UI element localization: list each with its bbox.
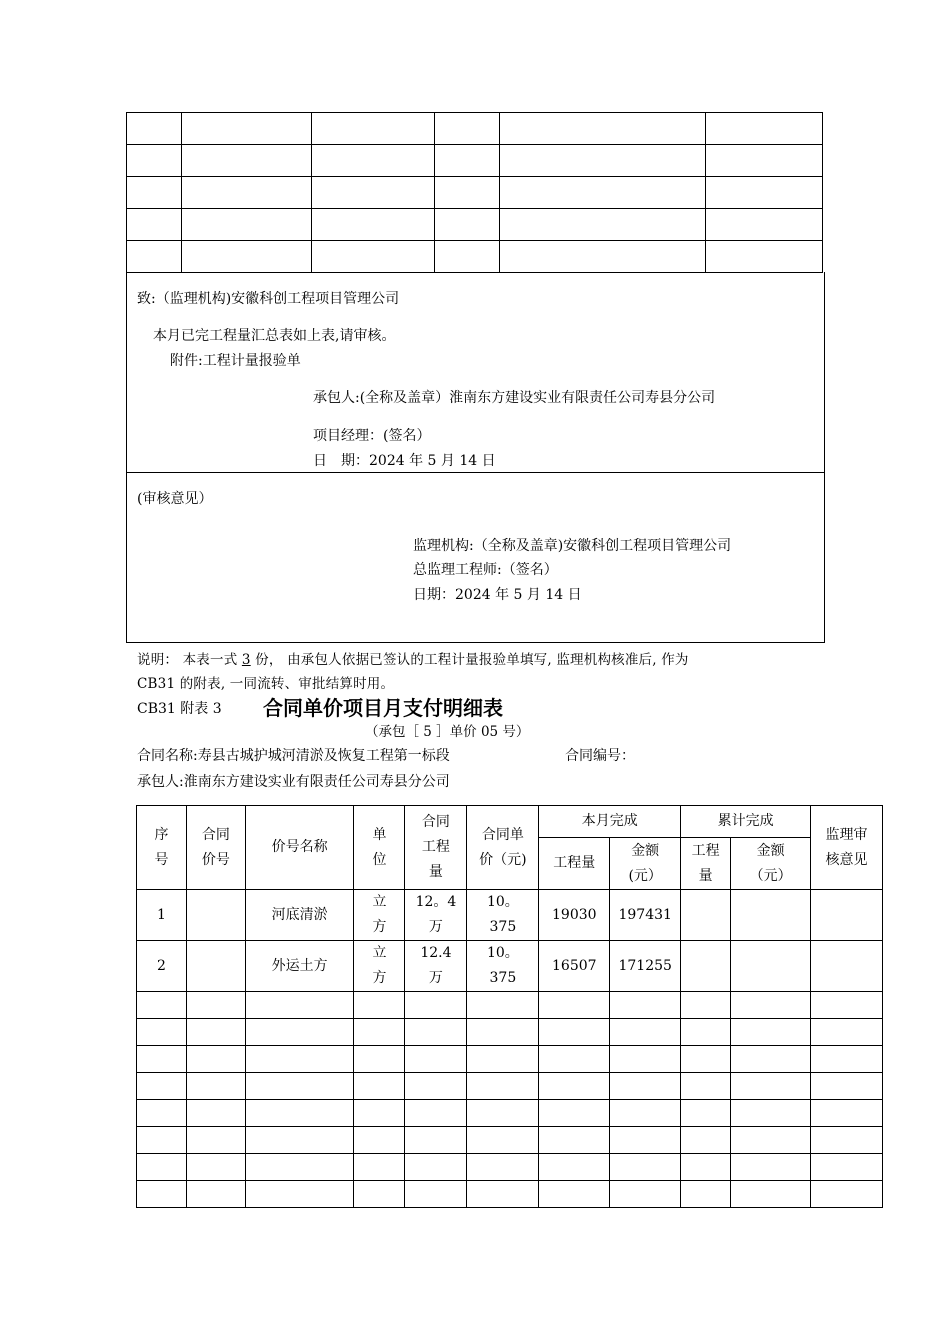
blank-cell [354, 1019, 405, 1046]
header-month-qty: 工程量 [539, 838, 610, 890]
blank-cell [539, 1181, 610, 1208]
blank-cell [706, 241, 823, 273]
form-title: 合同单价项目月支付明细表 [263, 696, 503, 720]
cell-code [186, 890, 245, 941]
blank-cell [181, 113, 311, 145]
blank-cell [245, 992, 354, 1019]
blank-cell [186, 1127, 245, 1154]
blank-cell [186, 1154, 245, 1181]
empty-row [137, 1019, 883, 1046]
table-row [137, 890, 883, 941]
blank-cell [467, 1100, 539, 1127]
blank-cell [245, 1073, 354, 1100]
blank-cell [681, 1181, 731, 1208]
attachment-line: 附件:工程计量报验单 [170, 353, 301, 369]
note-line-1 [137, 648, 689, 668]
blank-cell [181, 145, 311, 177]
blank-cell [467, 1073, 539, 1100]
blank-cell [434, 209, 500, 241]
blank-cell [354, 992, 405, 1019]
payment-detail-table [136, 805, 883, 1208]
table-row [137, 941, 883, 992]
blank-cell [706, 145, 823, 177]
cell-qty: 12.4万 [405, 941, 467, 992]
blank-cell [681, 1100, 731, 1127]
blank-cell [681, 1019, 731, 1046]
empty-row [137, 1181, 883, 1208]
blank-cell [186, 1019, 245, 1046]
blank-cell [500, 113, 706, 145]
blank-cell [467, 992, 539, 1019]
cell-name: 外运土方 [245, 941, 354, 992]
blank-cell [681, 1154, 731, 1181]
cell-seq: 1 [137, 890, 187, 941]
cell-month-amount: 171255 [610, 941, 681, 992]
blank-cell [731, 1019, 811, 1046]
cell-cum-qty [681, 890, 731, 941]
header-cum-qty: 工程量 [681, 838, 731, 890]
header-code: 合同价号 [186, 806, 245, 890]
blank-cell [731, 1181, 811, 1208]
blank-cell [731, 992, 811, 1019]
body-line: 本月已完工程量汇总表如上表,请审核。 [153, 328, 396, 344]
blank-cell [539, 1019, 610, 1046]
blank-cell [127, 177, 182, 209]
cell-price: 10。375 [467, 941, 539, 992]
blank-cell [127, 241, 182, 273]
review-box [126, 472, 825, 643]
blank-cell [467, 1046, 539, 1073]
to-line: 致:（监理机构)安徽科创工程项目管理公司 [137, 291, 400, 307]
blank-cell [245, 1154, 354, 1181]
cell-review [811, 941, 883, 992]
cell-seq: 2 [137, 941, 187, 992]
blank-cell [127, 113, 182, 145]
blank-cell [181, 241, 311, 273]
header-cum-amount: 金额（元） [731, 838, 811, 890]
cell-code [186, 941, 245, 992]
blank-cell [405, 1154, 467, 1181]
blank-cell [539, 1100, 610, 1127]
blank-cell [127, 209, 182, 241]
blank-cell [405, 1181, 467, 1208]
blank-cell [354, 1046, 405, 1073]
blank-cell [500, 209, 706, 241]
blank-cell [137, 1019, 187, 1046]
blank-cell [539, 1154, 610, 1181]
blank-cell [681, 1046, 731, 1073]
blank-cell [311, 113, 434, 145]
top-blank-row [127, 145, 823, 177]
top-blank-table [126, 112, 823, 273]
blank-cell [500, 241, 706, 273]
cell-cum-qty [681, 941, 731, 992]
blank-cell [405, 1100, 467, 1127]
contractor-line: 承包人:(全称及盖章）淮南东方建设实业有限责任公司寿县分公司 [313, 390, 716, 406]
review-date-line: 日期：2024 年 5 月 14 日 [413, 587, 582, 603]
blank-cell [245, 1100, 354, 1127]
blank-cell [311, 177, 434, 209]
blank-cell [811, 992, 883, 1019]
blank-cell [811, 1154, 883, 1181]
blank-cell [245, 1046, 354, 1073]
note-prefix: 说明： 本表一式 [137, 652, 242, 668]
note-suffix: 份， 由承包人依据已签认的工程计量报验单填写, 监理机构核准后, 作为 [250, 652, 689, 668]
header-name: 价号名称 [245, 806, 354, 890]
blank-cell [434, 241, 500, 273]
blank-cell [245, 1019, 354, 1046]
header-seq: 序号 [137, 806, 187, 890]
blank-cell [811, 1073, 883, 1100]
blank-cell [354, 1073, 405, 1100]
header-month: 本月完成 [539, 806, 681, 838]
blank-cell [467, 1019, 539, 1046]
blank-cell [181, 209, 311, 241]
empty-row [137, 1073, 883, 1100]
blank-cell [610, 1073, 681, 1100]
blank-cell [706, 177, 823, 209]
blank-cell [467, 1127, 539, 1154]
form-subtitle: （承包［ 5 ］单价 05 号） [365, 724, 530, 740]
blank-cell [405, 1019, 467, 1046]
review-engineer-line: 总监理工程师:（签名） [413, 562, 558, 578]
cell-cum-amount [731, 941, 811, 992]
header-cum: 累计完成 [681, 806, 811, 838]
header-unit: 单位 [354, 806, 405, 890]
blank-cell [539, 992, 610, 1019]
cell-month-qty: 16507 [539, 941, 610, 992]
cell-unit: 立方 [354, 890, 405, 941]
header-qty: 合同工程量 [405, 806, 467, 890]
top-blank-row [127, 241, 823, 273]
blank-cell [500, 177, 706, 209]
blank-cell [706, 209, 823, 241]
blank-cell [311, 241, 434, 273]
header-month-amount: 金额(元） [610, 838, 681, 890]
blank-cell [354, 1181, 405, 1208]
blank-cell [354, 1154, 405, 1181]
empty-row [137, 1127, 883, 1154]
blank-cell [137, 1154, 187, 1181]
blank-cell [405, 1046, 467, 1073]
blank-cell [405, 1127, 467, 1154]
cell-cum-amount [731, 890, 811, 941]
blank-cell [245, 1181, 354, 1208]
blank-cell [245, 1127, 354, 1154]
blank-cell [610, 992, 681, 1019]
blank-cell [811, 1127, 883, 1154]
empty-row [137, 1046, 883, 1073]
blank-cell [137, 1127, 187, 1154]
blank-cell [731, 1046, 811, 1073]
blank-cell [137, 1046, 187, 1073]
cell-price: 10。375 [467, 890, 539, 941]
blank-cell [467, 1181, 539, 1208]
blank-cell [137, 1181, 187, 1208]
blank-cell [731, 1100, 811, 1127]
blank-cell [500, 145, 706, 177]
form-code: CB31 附表 3 [137, 701, 222, 717]
blank-cell [539, 1046, 610, 1073]
blank-cell [811, 1181, 883, 1208]
blank-cell [681, 1127, 731, 1154]
blank-cell [681, 1073, 731, 1100]
blank-cell [539, 1127, 610, 1154]
blank-cell [405, 1073, 467, 1100]
blank-cell [706, 113, 823, 145]
cell-review [811, 890, 883, 941]
top-blank-row [127, 113, 823, 145]
header-review: 监理审核意见 [811, 806, 883, 890]
note-copies: 3 [241, 652, 251, 668]
blank-cell [186, 1181, 245, 1208]
blank-cell [731, 1127, 811, 1154]
cell-unit: 立方 [354, 941, 405, 992]
blank-cell [311, 145, 434, 177]
review-org-line: 监理机构:（全称及盖章)安徽科创工程项目管理公司 [413, 538, 732, 554]
blank-cell [311, 209, 434, 241]
blank-cell [127, 145, 182, 177]
contract-name: 合同名称:寿县古城护城河清淤及恢复工程第一标段 [137, 748, 450, 764]
blank-cell [811, 1100, 883, 1127]
contractor-name: 承包人:淮南东方建设实业有限责任公司寿县分公司 [137, 774, 450, 790]
cell-name: 河底清淤 [245, 890, 354, 941]
empty-row [137, 992, 883, 1019]
blank-cell [181, 177, 311, 209]
blank-cell [610, 1100, 681, 1127]
blank-cell [434, 177, 500, 209]
blank-cell [434, 145, 500, 177]
blank-cell [610, 1046, 681, 1073]
blank-cell [610, 1127, 681, 1154]
cell-month-qty: 19030 [539, 890, 610, 941]
blank-cell [811, 1019, 883, 1046]
blank-cell [731, 1073, 811, 1100]
blank-cell [186, 1100, 245, 1127]
blank-cell [467, 1154, 539, 1181]
cell-month-amount: 197431 [610, 890, 681, 941]
blank-cell [186, 1046, 245, 1073]
note-line-2: CB31 的附表, 一同流转、审批结算时用。 [137, 676, 395, 692]
blank-cell [610, 1019, 681, 1046]
empty-row [137, 1154, 883, 1181]
review-title: (审核意见） [137, 491, 213, 507]
contract-no: 合同编号： [565, 748, 635, 764]
blank-cell [681, 992, 731, 1019]
submission-date-line: 日 期：2024 年 5 月 14 日 [313, 453, 496, 469]
top-blank-row [127, 209, 823, 241]
blank-cell [811, 1046, 883, 1073]
blank-cell [186, 1073, 245, 1100]
blank-cell [610, 1181, 681, 1208]
blank-cell [137, 1073, 187, 1100]
empty-row [137, 1100, 883, 1127]
blank-cell [731, 1154, 811, 1181]
blank-cell [354, 1100, 405, 1127]
blank-cell [539, 1073, 610, 1100]
blank-cell [186, 992, 245, 1019]
cell-qty: 12。4万 [405, 890, 467, 941]
header-price: 合同单价（元) [467, 806, 539, 890]
blank-cell [137, 992, 187, 1019]
blank-cell [405, 992, 467, 1019]
blank-cell [610, 1154, 681, 1181]
blank-cell [354, 1127, 405, 1154]
top-blank-row [127, 177, 823, 209]
blank-cell [434, 113, 500, 145]
blank-cell [137, 1100, 187, 1127]
manager-line: 项目经理：(签名） [313, 428, 431, 444]
